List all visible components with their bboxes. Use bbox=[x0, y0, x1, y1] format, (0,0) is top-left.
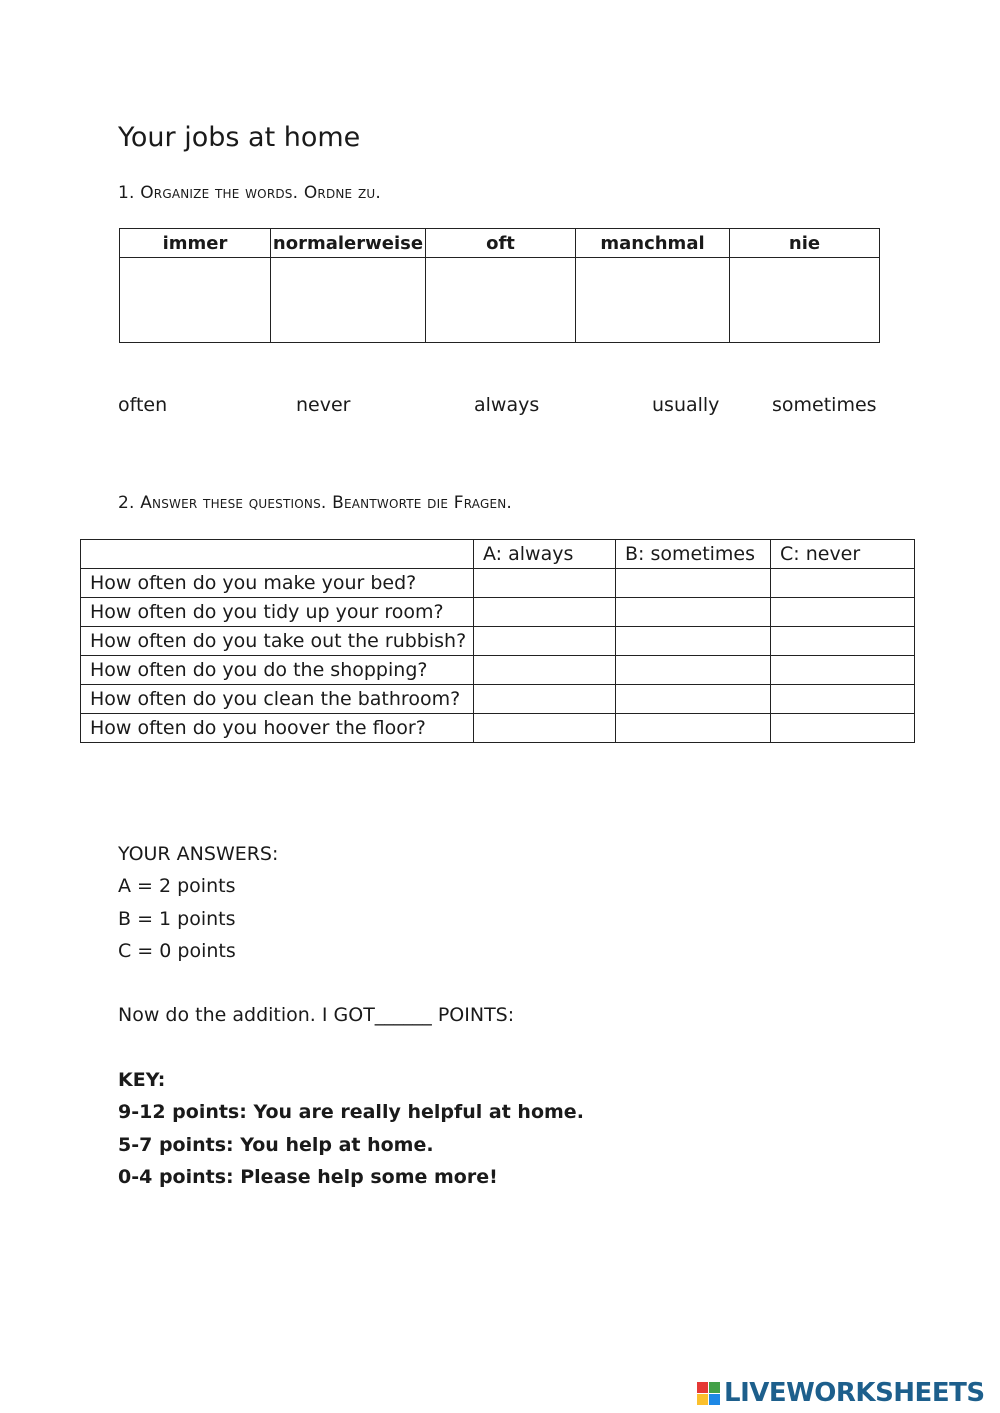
header-oft: oft bbox=[426, 229, 576, 258]
questions-header-blank bbox=[81, 540, 474, 569]
answer-cell-b[interactable] bbox=[616, 598, 771, 627]
word-always[interactable]: always bbox=[474, 394, 540, 416]
question-row bbox=[81, 598, 915, 627]
word-usually[interactable]: usually bbox=[652, 394, 720, 416]
question-label: How often do you clean the bathroom? bbox=[81, 685, 474, 714]
answer-cell-b[interactable] bbox=[616, 656, 771, 685]
answer-cell-a[interactable] bbox=[474, 598, 616, 627]
answer-cell-a[interactable] bbox=[474, 569, 616, 598]
question-label: How often do you hoover the floor? bbox=[81, 714, 474, 743]
worksheet-title: Your jobs at home bbox=[118, 122, 361, 153]
sort-table-drop-row bbox=[120, 258, 880, 343]
points-line-c: C = 0 points bbox=[118, 940, 236, 962]
answer-cell-c[interactable] bbox=[771, 685, 915, 714]
answer-cell-a[interactable] bbox=[474, 685, 616, 714]
question-row bbox=[81, 569, 915, 598]
your-answers-heading: YOUR ANSWERS: bbox=[118, 843, 279, 865]
answer-cell-b[interactable] bbox=[616, 685, 771, 714]
key-line-low: 0-4 points: Please help some more! bbox=[118, 1166, 498, 1188]
word-often[interactable]: often bbox=[118, 394, 168, 416]
column-c-never: C: never bbox=[771, 540, 915, 569]
word-never[interactable]: never bbox=[296, 394, 351, 416]
sort-table-header-row bbox=[120, 229, 880, 258]
answer-cell-a[interactable] bbox=[474, 627, 616, 656]
logo-blocks-icon bbox=[697, 1382, 720, 1405]
drop-zone-immer[interactable] bbox=[120, 258, 271, 343]
header-nie: nie bbox=[730, 229, 880, 258]
question-row bbox=[81, 627, 915, 656]
questions-header-row bbox=[81, 540, 915, 569]
answer-cell-c[interactable] bbox=[771, 598, 915, 627]
question-row bbox=[81, 656, 915, 685]
drop-zone-normalerweise[interactable] bbox=[271, 258, 426, 343]
answer-cell-c[interactable] bbox=[771, 627, 915, 656]
question-label: How often do you do the shopping? bbox=[81, 656, 474, 685]
answer-cell-b[interactable] bbox=[616, 714, 771, 743]
liveworksheets-logo bbox=[697, 1376, 985, 1410]
answer-cell-a[interactable] bbox=[474, 656, 616, 685]
key-line-mid: 5-7 points: You help at home. bbox=[118, 1134, 434, 1156]
drop-zone-manchmal[interactable] bbox=[576, 258, 730, 343]
addition-line: Now do the addition. I GOT______ POINTS: bbox=[118, 1004, 515, 1026]
answer-cell-c[interactable] bbox=[771, 656, 915, 685]
word-sometimes[interactable]: sometimes bbox=[772, 394, 877, 416]
key-line-high: 9-12 points: You are really helpful at home. bbox=[118, 1101, 584, 1123]
column-a-always: A: always bbox=[474, 540, 616, 569]
points-line-b: B = 1 points bbox=[118, 908, 236, 930]
logo-text: LIVEWORKSHEETS bbox=[724, 1378, 985, 1408]
answer-cell-b[interactable] bbox=[616, 627, 771, 656]
section-1-heading: 1. Organize the words. Ordne zu. bbox=[118, 183, 381, 203]
question-row bbox=[81, 685, 915, 714]
column-b-sometimes: B: sometimes bbox=[616, 540, 771, 569]
points-line-a: A = 2 points bbox=[118, 875, 236, 897]
answer-cell-c[interactable] bbox=[771, 569, 915, 598]
header-immer: immer bbox=[120, 229, 271, 258]
drop-zone-nie[interactable] bbox=[730, 258, 880, 343]
header-normalerweise: normalerweise bbox=[271, 229, 426, 258]
key-heading: KEY: bbox=[118, 1069, 166, 1091]
answer-cell-a[interactable] bbox=[474, 714, 616, 743]
question-label: How often do you make your bed? bbox=[81, 569, 474, 598]
section-2-heading: 2. Answer these questions. Beantworte die Fragen. bbox=[118, 493, 513, 513]
answer-cell-c[interactable] bbox=[771, 714, 915, 743]
drop-zone-oft[interactable] bbox=[426, 258, 576, 343]
question-label: How often do you take out the rubbish? bbox=[81, 627, 474, 656]
answer-cell-b[interactable] bbox=[616, 569, 771, 598]
question-label: How often do you tidy up your room? bbox=[81, 598, 474, 627]
questions-table bbox=[80, 539, 915, 743]
sort-table bbox=[119, 228, 880, 343]
question-row bbox=[81, 714, 915, 743]
header-manchmal: manchmal bbox=[576, 229, 730, 258]
